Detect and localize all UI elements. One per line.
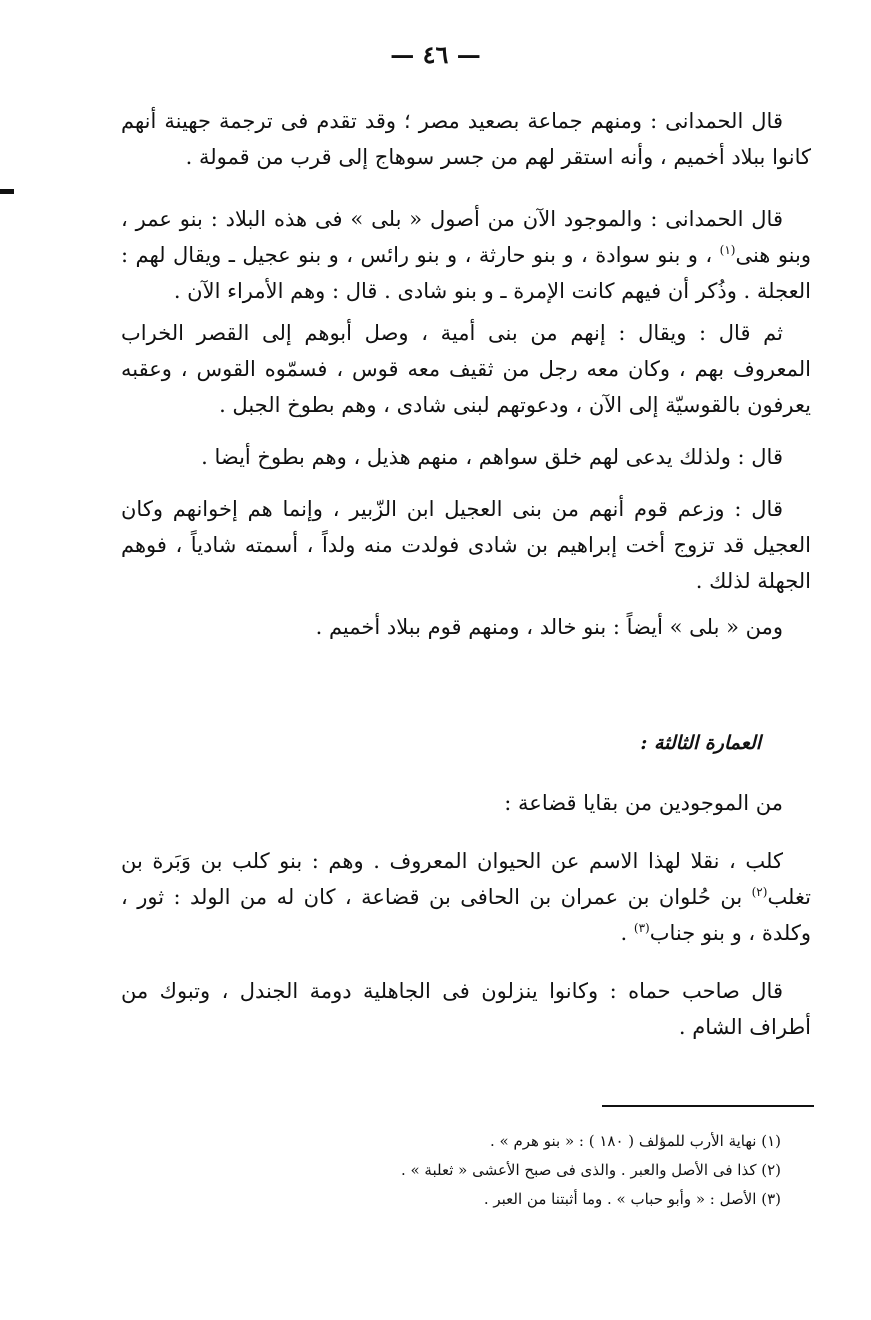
section-heading: العمارة الثالثة :	[640, 732, 761, 754]
paragraph-7: من الموجودين من بقايا قضاعة :	[504, 791, 783, 815]
footnote-ref-3: (٣)	[633, 921, 650, 935]
paragraph-5: قال : وزعم قوم أنهم من بنى العجيل ابن الزّبير ، وإنما هم إخوانهم وكان العجيل قد تزوج أخت إبراهيم بن شادى فولدت منه ولداً ، أسمته شادياً ، فوهم الجهلة لذلك .	[121, 497, 811, 593]
footnote-3: (٣) الأصل : « وأبو حباب » . وما أثبتنا من العبر .	[483, 1190, 781, 1208]
paragraph-4: قال : ولذلك يدعى لهم خلق سواهم ، منهم هذيل ، وهم بطوخ أيضا .	[201, 445, 783, 469]
footnotes	[121, 1127, 781, 1214]
paragraph-9: قال صاحب حماه : وكانوا ينزلون فى الجاهلية دومة الجندل ، وتبوك من أطراف الشام .	[121, 979, 811, 1039]
paragraph-8-text-b: بن حُلوان بن عمران بن الحافى بن قضاعة ، كان له من الولد : ثور ، وكلدة ، و بنو جناب	[121, 885, 811, 945]
footnote-2: (٢) كذا فى الأصل والعبر . والذى فى صبح الأعشى « ثعلبة » .	[400, 1161, 781, 1179]
paragraph-8	[121, 843, 811, 951]
page-number: — ٤٦ —	[390, 40, 481, 69]
paragraph-2-text-b: ، و بنو سوادة ، و بنو حارثة ، و بنو رائس ، و بنو عجيل ـ ويقال لهم : العجلة . وذُكر أن فيهم كانت الإمرة ـ و بنو شادى . قال : وهم الأمراء الآن .	[121, 243, 811, 303]
footnote-1: (١) نهاية الأرب للمؤلف ( ١٨٠ ) : « بنو هرم » .	[490, 1132, 781, 1150]
scan-edge-mark	[0, 189, 14, 194]
paragraph-1: قال الحمدانى : ومنهم جماعة بصعيد مصر ؛ وقد تقدم فى ترجمة جهينة أنهم كانوا ببلاد أخميم ، وأنه استقر لهم من جسر سوهاج إلى قرب من قمولة .	[121, 109, 811, 169]
paragraph-3: ثم قال : ويقال : إنهم من بنى أمية ، وصل أبوهم إلى القصر الخراب المعروف بهم ، وكان معه رجل من ثقيف معه قوس ، فسمّوه القوس ، وعقبه يعرفون بالقوسيّة إلى الآن ، ودعوتهم لبنى شادى ، وهم بطوخ الجبل .	[121, 321, 811, 417]
paragraph-8-text-c: .	[620, 921, 634, 945]
footnote-separator	[602, 1105, 814, 1107]
paragraph-2-text-a: قال الحمدانى : والموجود الآن من أصول « بلى » فى هذه البلاد : بنو عمر ، وبنو هنى	[121, 207, 811, 267]
main-text-lower	[121, 785, 811, 1045]
paragraph-2	[121, 201, 811, 309]
footnote-ref-1: (١)	[719, 243, 736, 257]
paragraph-8-text-a: كلب ، نقلا لهذا الاسم عن الحيوان المعروف . وهم : بنو كلب بن وَبَرة بن تغلب	[121, 849, 811, 909]
paragraph-6: ومن « بلى » أيضاً : بنو خالد ، ومنهم قوم ببلاد أخميم .	[315, 615, 783, 639]
footnote-ref-2: (٢)	[751, 885, 768, 899]
main-text-upper	[121, 103, 811, 645]
